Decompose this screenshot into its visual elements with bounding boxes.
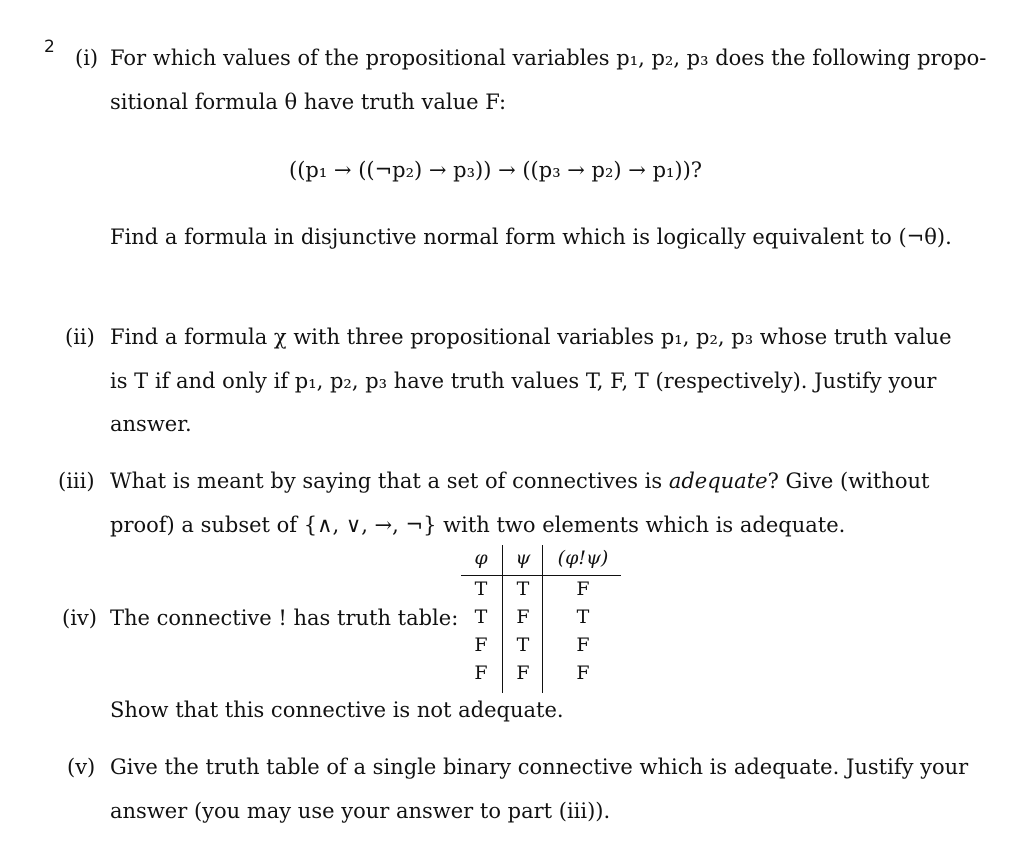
part-iv-intro: The connective ! has truth table: bbox=[110, 606, 459, 630]
part-v-line1: Give the truth table of a single binary connective which is adequate. Justify your bbox=[110, 755, 969, 779]
table-cell: T bbox=[474, 578, 488, 600]
part-i-line3: Find a formula in disjunctive normal form which is logically equivalent to (¬θ). bbox=[110, 225, 952, 249]
part-ii-line2: is T if and only if p₁, p₂, p₃ have truth values T, F, T (respectively). Justify your bbox=[110, 369, 937, 393]
part-iv-after: Show that this connective is not adequate. bbox=[110, 698, 564, 722]
part-i-label: (i) bbox=[75, 46, 99, 70]
table-cell: F bbox=[516, 606, 530, 628]
part-iii-line2: proof) a subset of {∧, ∨, →, ¬} with two elements which is adequate. bbox=[110, 513, 846, 537]
part-iii-line1-pre: What is meant by saying that a set of connectives is bbox=[110, 469, 669, 493]
part-ii-label: (ii) bbox=[65, 325, 95, 349]
part-ii-line3: answer. bbox=[110, 412, 192, 436]
table-cell: F bbox=[576, 662, 590, 684]
part-iv-label: (iv) bbox=[62, 606, 97, 630]
part-i-line1: For which values of the propositional variables p₁, p₂, p₃ does the following propo- bbox=[110, 46, 987, 70]
part-iii-label: (iii) bbox=[58, 469, 95, 493]
table-header-rule bbox=[461, 575, 621, 576]
part-v-label: (v) bbox=[67, 755, 96, 779]
question-number: 2 bbox=[44, 37, 55, 57]
table-cell: T bbox=[516, 634, 530, 656]
truth-table bbox=[461, 545, 621, 693]
part-iii-line1 bbox=[110, 468, 929, 494]
table-cell: T bbox=[474, 606, 488, 628]
table-cell: F bbox=[474, 662, 488, 684]
table-cell: T bbox=[576, 606, 590, 628]
table-header-phi: φ bbox=[474, 547, 488, 569]
part-iii-adequate-term: adequate bbox=[668, 469, 768, 493]
table-cell: F bbox=[474, 634, 488, 656]
table-header-result: (φ!ψ) bbox=[557, 547, 609, 569]
part-v-line2: answer (you may use your answer to part (iii)). bbox=[110, 799, 611, 823]
table-cell: F bbox=[576, 634, 590, 656]
part-i-line2: sitional formula θ have truth value F: bbox=[110, 90, 507, 114]
part-ii-line1: Find a formula χ with three propositional variables p₁, p₂, p₃ whose truth value bbox=[110, 325, 952, 349]
table-header-psi: ψ bbox=[515, 547, 531, 569]
part-i-formula: ((p₁ → ((¬p₂) → p₃)) → ((p₃ → p₂) → p₁))? bbox=[289, 158, 703, 182]
table-cell: F bbox=[516, 662, 530, 684]
table-cell: T bbox=[516, 578, 530, 600]
part-iii-line1-post: ? Give (without bbox=[767, 469, 930, 493]
table-cell: F bbox=[576, 578, 590, 600]
